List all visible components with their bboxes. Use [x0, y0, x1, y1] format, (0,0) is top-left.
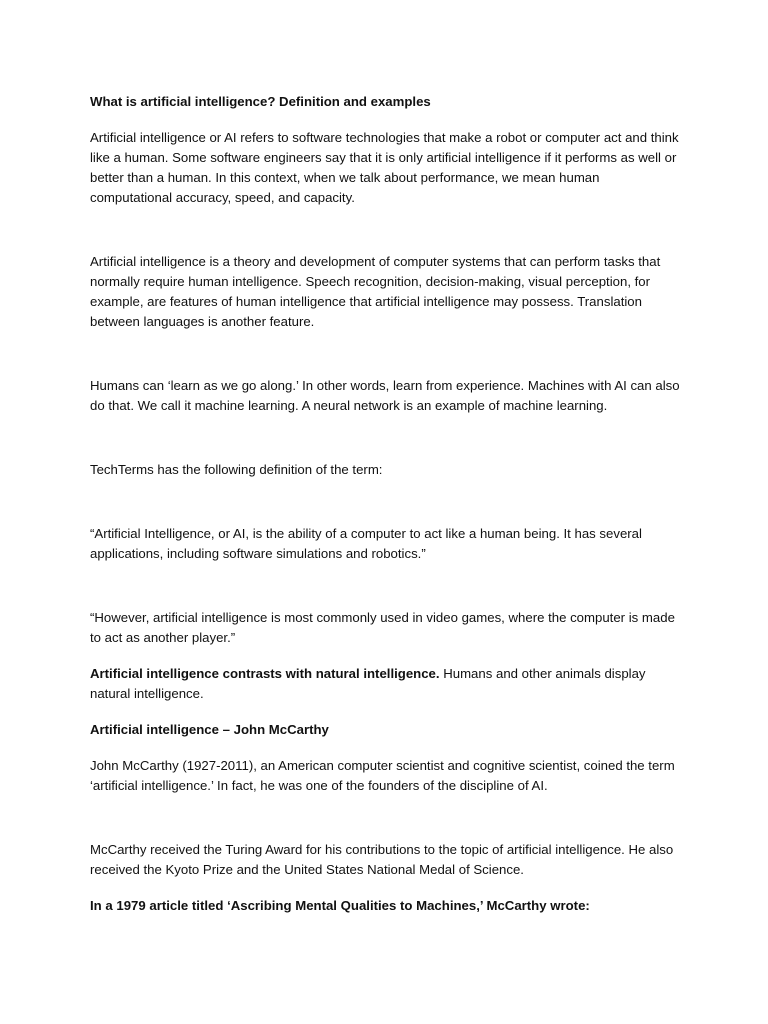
paragraph-mccarthy-article: In a 1979 article titled ‘Ascribing Mental Qualities to Machines,’ McCarthy wrote:: [90, 898, 590, 913]
paragraph-machine-learning: Humans can ‘learn as we go along.’ In other words, learn from experience. Machines with AI can also do that. We call it machine learning. A neural network is an example of machine learning.: [90, 378, 680, 413]
section-heading-mccarthy: Artificial intelligence – John McCarthy: [90, 722, 329, 737]
paragraph-ai-definition: Artificial intelligence or AI refers to software technologies that make a robot or computer act and think like a human. Some software engineers say that it is only artificial intelligence if it performs as well or better than a human. In this context, when we talk about performance, we mean human computational accuracy, speed, and capacity.: [90, 130, 679, 205]
paragraph-ai-theory: Artificial intelligence is a theory and development of computer systems that can perform tasks that normally require human intelligence. Speech recognition, decision-making, visual perception, for example, are features of human intelligence that artificial intelligence may possess. Translation between languages is another feature.: [90, 254, 661, 329]
quote-techterms-1: “Artificial Intelligence, or AI, is the ability of a computer to act like a human being. It has several applications, including software simulations and robotics.”: [90, 526, 642, 561]
paragraph-natural-intelligence-rest: Humans and other animals display natural intelligence.: [90, 666, 646, 701]
paragraph-mccarthy-awards: McCarthy received the Turing Award for his contributions to the topic of artificial intelligence. He also received the Kyoto Prize and the United States National Medal of Science.: [90, 842, 674, 877]
quote-techterms-2: “However, artificial intelligence is most commonly used in video games, where the computer is made to act as another player.”: [90, 610, 675, 645]
paragraph-techterms-intro: TechTerms has the following definition of the term:: [90, 462, 383, 477]
document-body: [90, 92, 680, 932]
document-title: What is artificial intelligence? Definition and examples: [90, 94, 431, 109]
paragraph-mccarthy-bio: John McCarthy (1927-2011), an American computer scientist and cognitive scientist, coined the term ‘artificial intelligence.’ In fact, he was one of the founders of the discipline of AI.: [90, 758, 675, 793]
paragraph-natural-intelligence-lead: Artificial intelligence contrasts with natural intelligence.: [90, 666, 440, 681]
paragraph-natural-intelligence: [90, 664, 680, 704]
